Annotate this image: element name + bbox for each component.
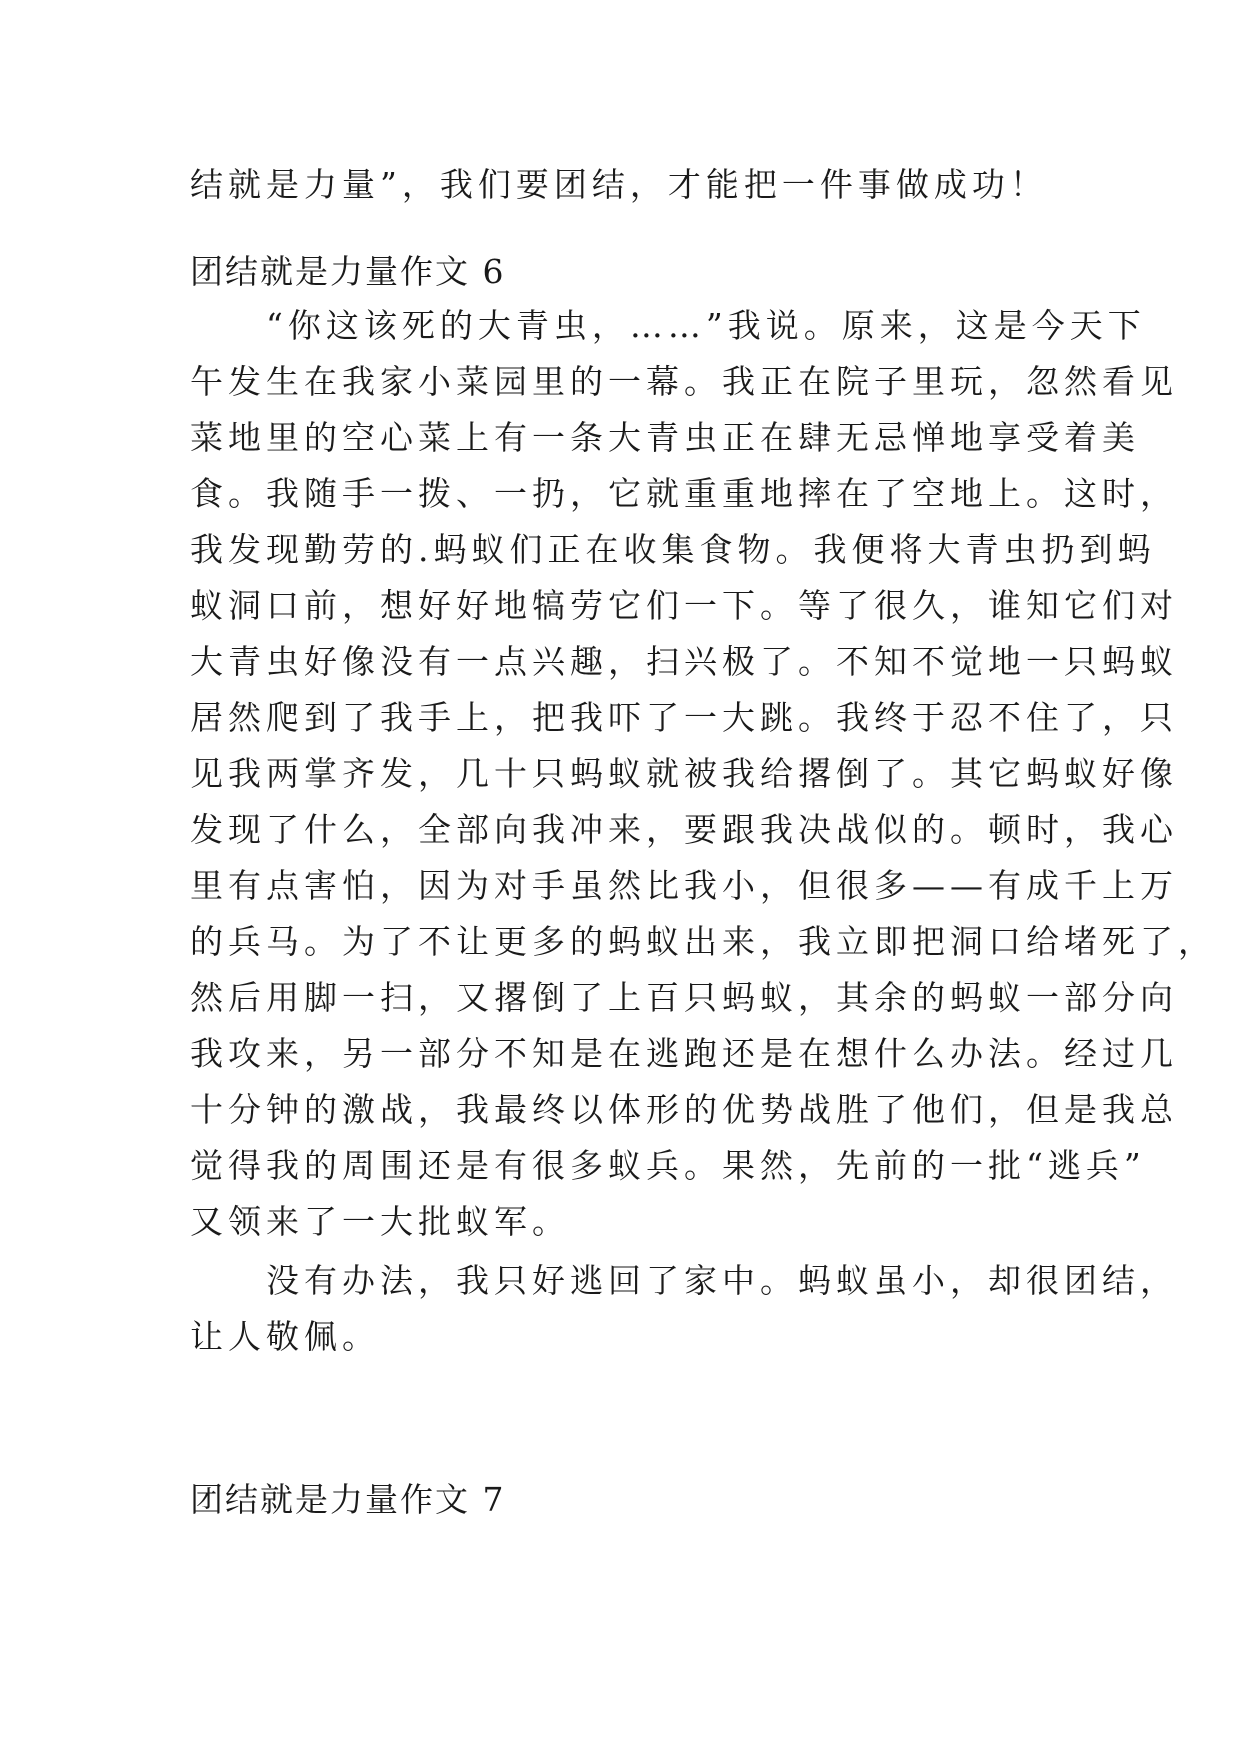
essay-heading-7: 团结就是力量作文 7 [190,1480,506,1519]
essay-heading-6: 团结就是力量作文 6 [190,252,506,291]
text-line: “你这该死的大青虫，……”我说。原来，这是今天下 [190,306,1146,345]
text-line: 然后用脚一扫，又撂倒了上百只蚂蚁，其余的蚂蚁一部分向 [190,978,1178,1017]
text-line: 菜地里的空心菜上有一条大青虫正在肆无忌惮地享受着美 [190,418,1140,457]
text-line: 大青虫好像没有一点兴趣，扫兴极了。不知不觉地一只蚂蚁 [190,642,1178,681]
text-line: 让人敬佩。 [190,1317,380,1356]
text-line: 没有办法，我只好逃回了家中。蚂蚁虽小，却很团结， [190,1261,1178,1300]
text-line: 午发生在我家小菜园里的一幕。我正在院子里玩，忽然看见 [190,362,1178,401]
text-line: 觉得我的周围还是有很多蚁兵。果然，先前的一批“逃兵” [190,1146,1146,1185]
text-line: 我发现勤劳的.蚂蚁们正在收集食物。我便将大青虫扔到蚂 [190,530,1156,569]
text-line: 居然爬到了我手上，把我吓了一大跳。我终于忍不住了，只 [190,698,1178,737]
text-line: 的兵马。为了不让更多的蚂蚁出来，我立即把洞口给堵死了， [190,922,1216,961]
text-line: 里有点害怕，因为对手虽然比我小，但很多——有成千上万 [190,866,1178,905]
text-line: 我攻来，另一部分不知是在逃跑还是在想什么办法。经过几 [190,1034,1178,1073]
text-line: 食。我随手一拨、一扔，它就重重地摔在了空地上。这时， [190,474,1178,513]
text-line: 见我两掌齐发，几十只蚂蚁就被我给撂倒了。其它蚂蚁好像 [190,754,1178,793]
text-line: 结就是力量”，我们要团结，才能把一件事做成功！ [190,165,1048,204]
text-line: 又领来了一大批蚁军。 [190,1202,570,1241]
text-line: 十分钟的激战，我最终以体形的优势战胜了他们，但是我总 [190,1090,1178,1129]
text-line: 蚁洞口前，想好好地犒劳它们一下。等了很久，谁知它们对 [190,586,1178,625]
text-line: 发现了什么，全部向我冲来，要跟我决战似的。顿时，我心 [190,810,1178,849]
